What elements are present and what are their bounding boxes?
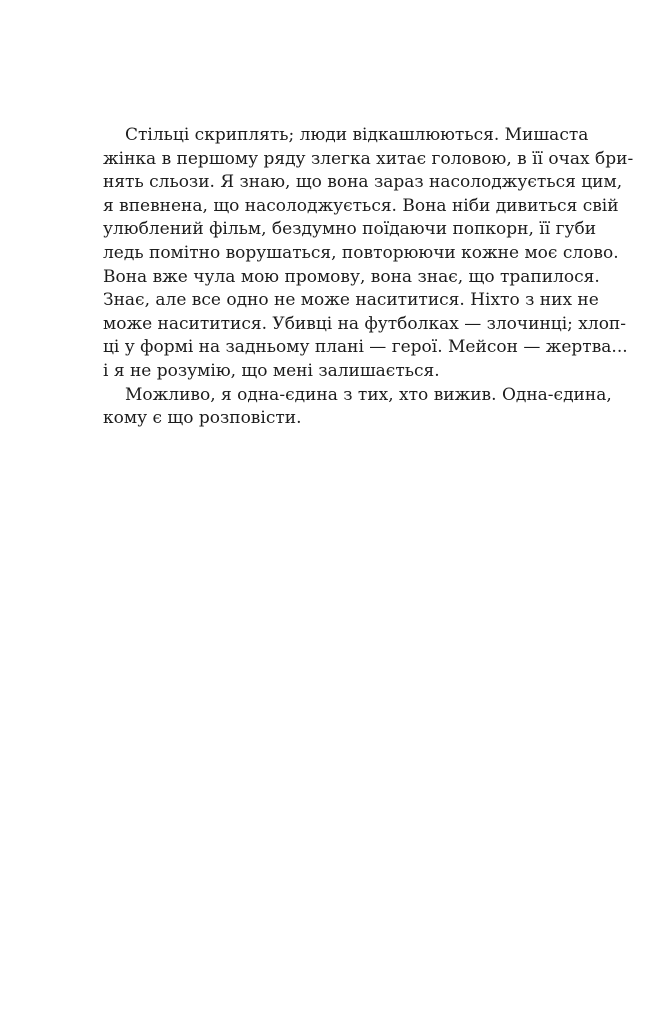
text-line: жінка в першому ряду злегка хитає головою, в її очах бри- — [103, 148, 634, 169]
body-text — [103, 124, 634, 431]
paragraph-1 — [103, 124, 634, 384]
text-line: Стільці скриплять; люди відкашлюються. Мишаста — [125, 125, 589, 145]
text-line: Вона вже чула мою промову, вона знає, що трапилося. — [103, 266, 600, 287]
text-line: Можливо, я одна-єдина з тих, хто вижив. Одна-єдина, — [125, 384, 612, 405]
text-line: нять сльози. Я знаю, що вона зараз насолоджується цим, — [103, 172, 623, 193]
text-line: кому є що розповісти. — [103, 408, 302, 429]
text-line: може насититися. Убивці на футболках — злочинці; хлоп- — [103, 313, 627, 334]
text-line: і я не розумію, що мені залишається. — [103, 360, 440, 381]
text-line: ледь помітно ворушаться, повторюючи кожне моє слово. — [103, 242, 619, 263]
paragraph-2 — [103, 384, 612, 431]
text-line: улюблений фільм, бездумно поїдаючи попкорн, її губи — [103, 219, 597, 240]
text-line: я впевнена, що насолоджується. Вона ніби дивиться свій — [103, 195, 619, 216]
text-line: Знає, але все одно не може насититися. Ніхто з них не — [103, 290, 599, 311]
text-line: ці у формі на задньому плані — герої. Мейсон — жертва... — [103, 337, 628, 358]
